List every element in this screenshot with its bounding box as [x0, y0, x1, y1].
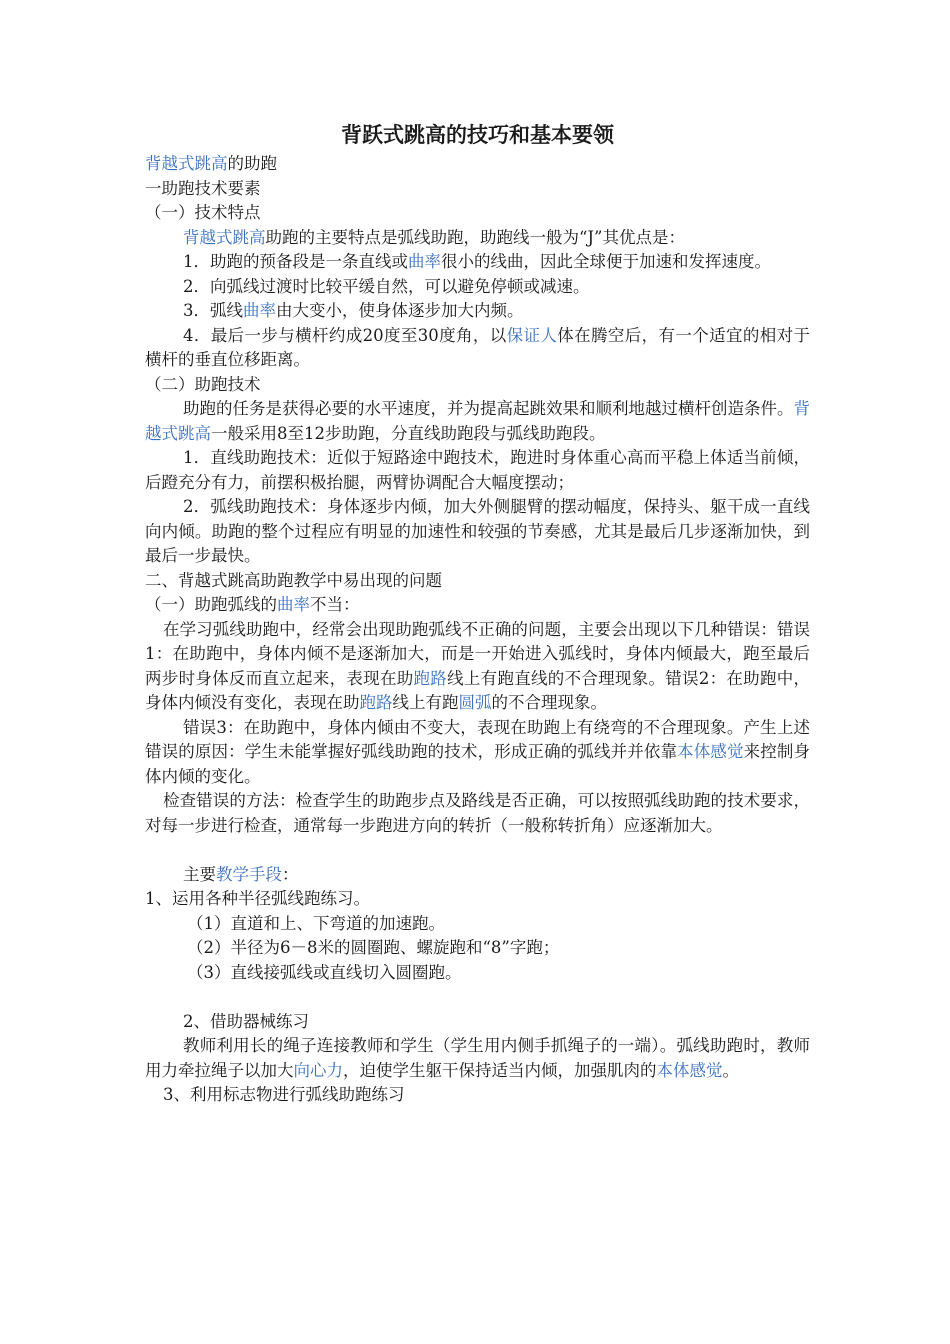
- paragraph: [145, 446, 810, 495]
- blank-line: [145, 838, 810, 863]
- paragraph: [145, 618, 810, 716]
- text-run: 3．弧线: [183, 301, 243, 320]
- keyword-link[interactable]: 跑路: [359, 693, 393, 712]
- text-run: 在学习弧线助跑中，经常会出现助跑弧线不正确的问题，主要会出现以下几种错误：错误1：在助跑中，身体内倾不是逐渐加大，而是一开始进入弧线时，身体内倾最大，跑至最后两步时身体反而直立起来，表现在助: [145, 619, 810, 688]
- keyword-link[interactable]: 保证人: [506, 325, 558, 345]
- text-run: 1、运用各种半径弧线跑练习。: [145, 889, 370, 908]
- paragraph: [145, 1010, 810, 1035]
- keyword-link[interactable]: 背越式跳高: [183, 227, 266, 247]
- text-run: 1．直线助跑技术：近似于短路途中跑技术，跑进时身体重心高而平稳上体适当前倾，后蹬充分有力，前摆积极抬腿，两臂协调配合大幅度摆动；: [145, 448, 810, 492]
- paragraph: [145, 495, 810, 569]
- text-run: 线上有跑直线的不合理现象。错误2：在助跑中，身体内倾没有变化，表现在助: [145, 668, 811, 712]
- text-run: 体在腾空后，有一个适宜的相对于横杆的垂直位移距离。: [145, 325, 810, 369]
- text-run: 1．助跑的预备段是一条直线或: [183, 252, 408, 271]
- document-body: [145, 152, 810, 1108]
- keyword-link[interactable]: 本体感觉: [677, 742, 744, 761]
- text-run: 教师利用长的绳子连接教师和学生（学生用内侧手抓绳子的一端）。弧线助跑时，教师用力牵拉绳子以加大: [145, 1036, 810, 1080]
- paragraph: [145, 1083, 810, 1108]
- paragraph: [145, 1034, 810, 1083]
- text-run: （3）直线接弧线或直线切入圆圈跑。: [187, 962, 462, 982]
- paragraph: [145, 373, 810, 398]
- paragraph: [145, 397, 810, 446]
- text-run: 线上有跑: [392, 693, 459, 712]
- text-run: 4．最后一步与横杆约成20度至30度角，以: [183, 325, 507, 345]
- text-run: 助跑的任务是获得必要的水平速度，并为提高起跳效果和顺利地越过横杆创造条件。: [183, 399, 794, 418]
- text-run: 。: [722, 1060, 739, 1080]
- keyword-link[interactable]: 教学手段: [216, 864, 282, 884]
- text-run: （2）半径为6－8米的圆圈跑、螺旋跑和“8”字跑；: [187, 938, 560, 957]
- text-run: ，迫使学生躯干保持适当内倾，加强肌肉的: [343, 1060, 657, 1080]
- blank-line: [145, 985, 810, 1010]
- keyword-link[interactable]: 背越式跳高: [145, 399, 810, 443]
- keyword-link[interactable]: 跑路: [413, 668, 448, 688]
- paragraph: [145, 789, 810, 838]
- keyword-link[interactable]: 曲率: [243, 301, 276, 320]
- paragraph: [145, 275, 810, 300]
- text-run: 二、背越式跳高助跑教学中易出现的问题: [145, 570, 442, 590]
- keyword-link[interactable]: 曲率: [408, 252, 441, 271]
- keyword-link[interactable]: 曲率: [277, 595, 310, 614]
- paragraph: [145, 177, 810, 202]
- paragraph: [145, 299, 810, 324]
- text-run: 不当：: [310, 595, 360, 614]
- paragraph: [145, 936, 810, 961]
- text-run: ：: [282, 864, 299, 884]
- text-run: 2．弧线助跑技术：身体逐步内倾，加大外侧腿臂的摆动幅度，保持头、躯干成一直线向内倾。助跑的整个过程应有明显的加速性和较强的节奏感，尤其是最后几步逐渐加快，到最后一步最快。: [145, 497, 810, 565]
- text-run: 一般采用8至12步助跑，分直线助跑段与弧线助跑段。: [211, 423, 606, 443]
- text-run: 2、借助器械练习: [183, 1011, 309, 1031]
- keyword-link[interactable]: 本体感觉: [656, 1060, 723, 1080]
- paragraph: [145, 324, 810, 373]
- keyword-link[interactable]: 圆弧: [458, 693, 492, 712]
- keyword-link[interactable]: 向心力: [293, 1060, 343, 1080]
- text-run: 2．向弧线过渡时比较平缓自然，可以避免停顿或减速。: [183, 276, 590, 296]
- paragraph: [145, 569, 810, 594]
- paragraph: [145, 201, 810, 226]
- text-run: 很小的线曲，因此全球便于加速和发挥速度。: [441, 252, 771, 271]
- text-run: 3、利用标志物进行弧线助跑练习: [163, 1085, 405, 1104]
- text-run: 助跑的主要特点是弧线助跑，助跑线一般为“J”其优点是：: [265, 227, 685, 247]
- paragraph: [145, 226, 810, 251]
- text-run: 的不合理现象。: [491, 693, 607, 712]
- document-page: [145, 118, 810, 1108]
- paragraph: [145, 716, 810, 790]
- text-run: 一助跑技术要素: [145, 178, 261, 198]
- paragraph: [145, 961, 810, 986]
- text-run: 由大变小，使身体逐步加大内频。: [276, 301, 524, 320]
- paragraph: [145, 887, 810, 912]
- paragraph: [145, 593, 810, 618]
- text-run: 的助跑: [227, 154, 277, 173]
- paragraph: [145, 912, 810, 937]
- text-run: （一）技术特点: [145, 203, 261, 222]
- paragraph: [145, 152, 810, 177]
- text-run: （二）助跑技术: [145, 374, 261, 394]
- text-run: 来控制身体内倾的变化。: [145, 742, 811, 786]
- text-run: （一）助跑弧线的: [145, 595, 277, 614]
- paragraph: [145, 250, 810, 275]
- text-run: （1）直道和上、下弯道的加速跑。: [187, 913, 445, 933]
- paragraph: [145, 863, 810, 888]
- text-run: 错误3：在助跑中，身体内倾由不变大，表现在助跑上有绕弯的不合理现象。产生上述错误的原因：学生未能掌握好弧线助跑的技术，形成正确的弧线并并依靠: [145, 717, 810, 761]
- text-run: 检查错误的方法：检查学生的助跑步点及路线是否正确，可以按照弧线助跑的技术要求，对每一步进行检查，通常每一步跑进方向的转折（一般称转折角）应逐渐加大。: [145, 791, 810, 835]
- text-run: 主要: [183, 864, 216, 884]
- keyword-link[interactable]: 背越式跳高: [145, 154, 228, 173]
- document-title: 背跃式跳高的技巧和基本要领: [341, 123, 614, 147]
